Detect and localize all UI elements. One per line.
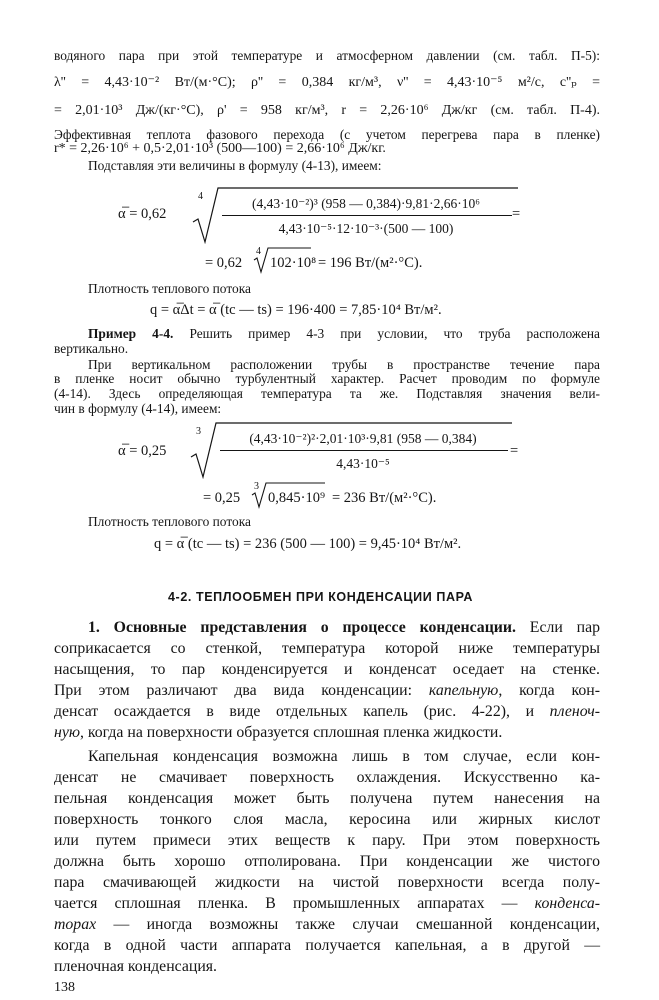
para-line: или путем примеси этих веществ к пару. При этом поверхность — [54, 832, 600, 849]
heat-flux-formula-2: q = α̅ (tс — ts) = 236 (500 — 100) = 9,45·10⁴ Вт/м². — [154, 536, 462, 552]
eq1-lhs: α̅ = 0,62 — [118, 206, 167, 222]
fraction-bar — [222, 215, 512, 216]
eq1-numerator: (4,43·10⁻²)³ (958 — 0,384)·9,81·2,66·10⁶ — [251, 196, 481, 211]
example-title: Пример 4-4. — [88, 326, 174, 341]
eq1-result-suffix: = 196 Вт/(м²·°C). — [318, 255, 423, 271]
eq2-trail: = — [510, 443, 519, 459]
section-heading: 4-2. ТЕПЛООБМЕН ПРИ КОНДЕНСАЦИИ ПАРА — [168, 590, 474, 604]
para-line: когда в одной части аппарата получается капельная, а в другой — — [54, 937, 600, 954]
para-line: соприкасается со стенкой, температура которой ниже температуры — [54, 640, 600, 657]
page-number: 138 — [54, 980, 75, 995]
eq1-result-root-index: 4 — [256, 246, 261, 257]
para-line: денсат осаждается в виде отдельных капель (рис. 4-22), и пленоч- — [54, 703, 600, 720]
para-line: пленочная конденсация. — [54, 958, 217, 975]
para-line: Капельная конденсация возможна лишь в том случае, если кон- — [88, 748, 600, 765]
para-line: чается сплошная пленка. В промышленных аппаратах — конденса- — [54, 895, 600, 912]
formula-line: = 2,01·10³ Дж/(кг·°C), ρ' = 958 кг/м³, r = 2,26·10⁶ Дж/кг (см. табл. П-4). — [54, 103, 600, 118]
text-line: Плотность теплового потока — [88, 281, 251, 296]
para-line: пара смачивающей жидкости на чистой поверхности всегда полу- — [54, 874, 600, 891]
para-line: торах — иногда возможны также случаи смешанной конденсации, — [54, 916, 600, 933]
subsection-lead: 1. Основные представления о процессе конденсации. — [88, 619, 516, 636]
text-line: водяного пара при этой температуре и атмосферном давлении (см. табл. П-5): — [54, 48, 600, 63]
eq2-lhs: α̅ = 0,25 — [118, 443, 167, 459]
text-line: вертикально. — [54, 341, 129, 356]
heat-flux-formula-1: q = α̅Δt = α̅ (tс — ts) = 196·400 = 7,85·10⁴ Вт/м². — [150, 302, 442, 318]
eq1-result-prefix: = 0,62 — [205, 255, 243, 271]
text-line: При вертикальном расположении трубы в пространстве течение пара — [88, 357, 600, 372]
example-line: Пример 4-4. Решить пример 4-3 при условии, что труба расположена — [88, 326, 601, 341]
para-line: 1. Основные представления о процессе конденсации. Если пар — [88, 619, 600, 636]
eq2-denominator: 4,43·10⁻⁵ — [336, 456, 390, 471]
eq1-result-radicand: 102·10⁸ — [270, 255, 317, 271]
text-line: Эффективная теплота фазового перехода (с учетом перегрева пара в пленке) — [54, 127, 600, 142]
formula-line: r* = 2,26·10⁶ + 0,5·2,01·10³ (500—100) = 2,66·10⁶ Дж/кг. — [54, 141, 386, 156]
eq1-trail: = — [512, 206, 521, 222]
eq2-result-prefix: = 0,25 — [203, 490, 241, 506]
para-line: При этом различают два вида конденсации: капельную, когда кон- — [54, 682, 600, 699]
eq1-denominator: 4,43·10⁻⁵·12·10⁻³·(500 — 100) — [278, 221, 454, 236]
eq2-result-root-index: 3 — [254, 481, 259, 492]
para-line: ную, когда на поверхности образуется сплошная пленка жидкости. — [54, 724, 503, 741]
text-line: чин в формулу (4-14), имеем: — [54, 401, 222, 416]
para-line: поверхность тонкого слоя масла, керосина или жирных кислот — [54, 811, 600, 828]
eq2-root-index: 3 — [196, 426, 201, 437]
para-line: должна быть хорошо отполирована. При конденсации же чистого — [54, 853, 600, 870]
formula-line: λ'' = 4,43·10⁻² Вт/(м·°C); ρ'' = 0,384 кг/м³, ν'' = 4,43·10⁻⁵ м²/с, c''ₚ = — [54, 75, 600, 90]
eq2-result-radicand: 0,845·10⁹ — [268, 490, 326, 506]
eq2-result-suffix: = 236 Вт/(м²·°C). — [332, 490, 437, 506]
eq1-root-index: 4 — [198, 191, 203, 202]
text-line: в пленке носит обычно турбулентный характер. Расчет проводим по формуле — [54, 371, 600, 386]
text-line: Плотность теплового потока — [88, 514, 251, 529]
para-line: денсат не смачивает поверхность охлаждения. Искусственно ка- — [54, 769, 600, 786]
eq2-numerator: (4,43·10⁻²)²·2,01·10³·9,81 (958 — 0,384) — [249, 431, 477, 446]
para-line: пельная конденсация может быть получена путем нанесения на — [54, 790, 600, 807]
para-line: насыщения, то пар конденсируется и конденсат оседает на стенке. — [54, 661, 600, 678]
text-line: (4-14). Здесь определяющая температура та же. Подставляя значения вели- — [54, 386, 600, 401]
text-line: Подставляя эти величины в формулу (4-13), имеем: — [88, 158, 382, 173]
fraction-bar — [220, 450, 508, 451]
